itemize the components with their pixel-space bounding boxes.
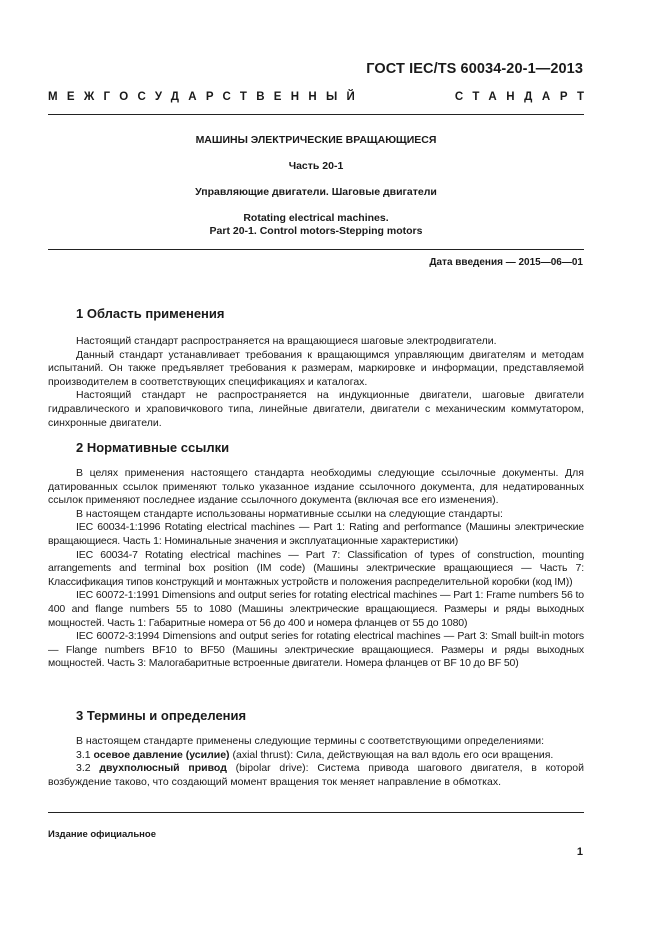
section-body-terms xyxy=(48,735,584,789)
section-heading-terms: 3 Термины и определения xyxy=(76,708,247,723)
official-edition-label: Издание официальное xyxy=(48,829,156,840)
section-body-scope xyxy=(48,335,584,430)
title-divider xyxy=(48,249,584,250)
term-name: осевое давление (усилие) xyxy=(93,748,230,761)
reference-item: IEC 60072-3:1994 Dimensions and output series for rotating electrical machines — Part 3: Small built-in motors — Flange numbers BF10 to BF50 (Машины электрические вращающиеся. Размеры и ряды выходных мощностей. Часть 3: Малогабаритные встроенные двигатели. Номера фланцев от BF 10 до BF 50) xyxy=(48,630,584,670)
standard-type-word-interstate: МЕЖГОСУДАРСТВЕННЫЙ xyxy=(48,91,365,103)
term-definition xyxy=(48,749,584,763)
term-text: (axial thrust): Сила, действующая на вал вдоль его оси вращения. xyxy=(229,748,554,761)
term-number: 3.1 xyxy=(76,748,91,761)
term-definition xyxy=(48,762,584,789)
document-subtitle: Управляющие двигатели. Шаговые двигатели xyxy=(195,186,437,198)
english-title-line-1: Rotating electrical machines. xyxy=(243,212,389,224)
section-heading-scope: 1 Область применения xyxy=(76,306,225,321)
page-number: 1 xyxy=(576,846,583,858)
term-number: 3.2 xyxy=(76,762,91,775)
section-heading-normative-references: 2 Нормативные ссылки xyxy=(76,440,230,455)
paragraph: Настоящий стандарт распространяется на вращающиеся шаговые электродвигатели. xyxy=(76,335,497,347)
reference-item: IEC 60072-1:1991 Dimensions and output series for rotating electrical machines — Part 1: Frame numbers 56 to 400 and flange numbers 55 to 1080 (Машины электрические вращающиеся. Размеры и ряды выходных мощностей. Часть 1: Габаритные номера от 56 до 400 и номера фланцев от 55 до 1080) xyxy=(48,589,584,629)
gost-identifier: ГОСТ IEC/TS 60034-20-1—2013 xyxy=(366,61,583,77)
reference-item: IEC 60034-7 Rotating electrical machines — Part 7: Classification of types of construction, mounting arrangements and terminal box position (IM code) (Машины электрические вращающиеся — Часть 7: Классификация типов конструкций и монтажных устройств и положения распределительной коробки (код IM)) xyxy=(48,548,584,588)
paragraph: В настоящем стандарте применены следующие термины с соответствующими определениями: xyxy=(76,735,545,747)
paragraph: В целях применения настоящего стандарта необходимы следующие ссылочные документы. Для датированных ссылок применяют только указанное издание ссылочного документа, для недатированных ссылок применяют последнее издание ссылочного документа (включая все его изменения). xyxy=(48,467,584,507)
english-title-line-2: Part 20-1. Control motors-Stepping motors xyxy=(209,225,423,237)
introduction-date: Дата введения — 2015—06—01 xyxy=(429,257,583,268)
document-title: МАШИНЫ ЭЛЕКТРИЧЕСКИЕ ВРАЩАЮЩИЕСЯ xyxy=(195,134,437,146)
paragraph: Настоящий стандарт не распространяется на индукционные двигатели, шаговые двигатели гидравлического и храповичкового типа, линейные двигатели, двигатели с механическим коммутатором, синхронные двигатели. xyxy=(48,389,584,429)
footer-divider xyxy=(48,812,584,813)
section-body-normative-references xyxy=(48,467,584,671)
standard-type-line xyxy=(48,91,594,103)
standard-type-word-standard: СТАНДАРТ xyxy=(454,91,594,103)
term-text: (bipolar drive): Система привода шагового двигателя, в которой возбуждение таково, что создающий момент вращения ток меняет направление в обмотках. xyxy=(48,762,584,788)
header-divider xyxy=(48,114,584,115)
term-name: двухполюсный привод xyxy=(99,762,227,775)
paragraph: В настоящем стандарте использованы нормативные ссылки на следующие стандарты: xyxy=(76,507,503,520)
reference-item: IEC 60034-1:1996 Rotating electrical machines — Part 1: Rating and performance (Машины электрические вращающиеся. Часть 1: Номинальные значения и эксплуатационные характеристики) xyxy=(48,521,584,547)
document-part: Часть 20-1 xyxy=(288,160,344,172)
english-title xyxy=(48,212,584,238)
paragraph: Данный стандарт устанавливает требования к вращающимся управляющим двигателям и методам испытаний. Он также предъявляет требования к размерам, маркировке и информации, представляемой производителем в соответствующих спецификациях и каталогах. xyxy=(48,348,584,388)
